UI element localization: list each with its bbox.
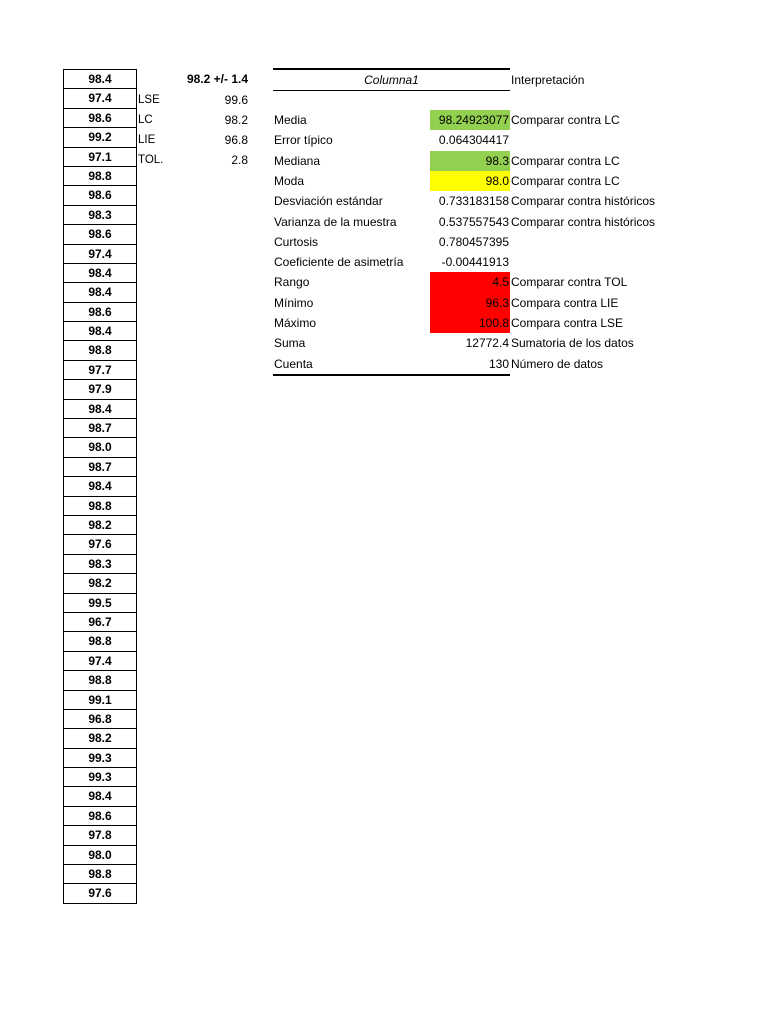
data-cell[interactable]: 97.6 — [63, 534, 137, 554]
stat-value[interactable]: 130 — [488, 356, 509, 371]
data-cell[interactable]: 98.4 — [63, 69, 137, 89]
stat-value[interactable]: 0.537557543 — [438, 214, 509, 229]
data-cell[interactable]: 98.2 — [63, 728, 137, 748]
stats-bottom-border — [273, 374, 510, 376]
stat-name: Desviación estándar — [274, 194, 383, 209]
data-cell[interactable]: 98.0 — [63, 437, 137, 457]
data-column — [63, 69, 137, 904]
data-cell[interactable]: 98.8 — [63, 496, 137, 516]
stat-value[interactable]: 0.733183158 — [438, 194, 509, 209]
spec-label-lse: LSE — [138, 94, 160, 106]
data-cell[interactable]: 98.7 — [63, 457, 137, 477]
data-cell[interactable]: 97.7 — [63, 360, 137, 380]
data-cell[interactable]: 98.6 — [63, 806, 137, 826]
stat-interpretation: Compara contra LIE — [511, 295, 619, 310]
stat-value[interactable]: 12772.4 — [465, 336, 509, 351]
data-cell[interactable]: 96.8 — [63, 709, 137, 729]
stat-value[interactable]: 96.3 — [430, 293, 510, 313]
spec-value-lse: 99.6 — [224, 93, 248, 107]
stats-row — [273, 354, 510, 374]
spec-value-lc: 98.2 — [224, 113, 248, 127]
stat-name: Curtosis — [274, 234, 319, 249]
stat-interpretation: Comparar contra TOL — [511, 275, 628, 290]
spec-label-lc: LC — [138, 114, 153, 126]
data-cell[interactable]: 98.4 — [63, 321, 137, 341]
data-cell[interactable]: 98.4 — [63, 263, 137, 283]
data-cell[interactable]: 99.3 — [63, 748, 137, 768]
data-cell[interactable]: 98.8 — [63, 166, 137, 186]
stats-row — [273, 130, 510, 150]
stat-name: Rango — [274, 275, 310, 290]
spec-value-tol: 2.8 — [231, 153, 248, 167]
stat-interpretation: Compara contra LSE — [511, 316, 624, 330]
stat-interpretation: Comparar contra LC — [511, 113, 620, 127]
stat-name: Mediana — [274, 153, 321, 168]
data-cell[interactable]: 99.3 — [63, 767, 137, 787]
data-cell[interactable]: 98.3 — [63, 554, 137, 574]
stat-value[interactable]: 100.8 — [430, 313, 510, 333]
stats-row — [273, 293, 510, 313]
data-cell[interactable]: 98.6 — [63, 185, 137, 205]
data-cell[interactable]: 97.8 — [63, 825, 137, 845]
stat-name: Máximo — [274, 316, 317, 330]
data-cell[interactable]: 99.1 — [63, 690, 137, 710]
stats-row — [273, 171, 510, 191]
stat-interpretation: Comparar contra LC — [511, 173, 620, 188]
data-cell[interactable]: 98.2 — [63, 573, 137, 593]
data-cell[interactable]: 99.2 — [63, 127, 137, 147]
stat-name: Varianza de la muestra — [274, 214, 397, 229]
data-cell[interactable]: 98.6 — [63, 224, 137, 244]
data-cell[interactable]: 98.8 — [63, 670, 137, 690]
data-cell[interactable]: 96.7 — [63, 612, 137, 632]
stats-row — [273, 252, 510, 272]
data-cell[interactable]: 98.2 — [63, 515, 137, 535]
stat-value[interactable]: 0.064304417 — [438, 133, 509, 148]
spec-header: 98.2 +/- 1.4 — [186, 72, 248, 86]
stats-row — [273, 333, 510, 353]
data-cell[interactable]: 97.1 — [63, 147, 137, 167]
stats-row — [273, 232, 510, 252]
data-cell[interactable]: 98.3 — [63, 205, 137, 225]
stat-interpretation: Comparar contra LC — [511, 153, 620, 168]
spec-label-tol: TOL. — [138, 154, 164, 166]
data-cell[interactable]: 98.8 — [63, 340, 137, 360]
data-cell[interactable]: 98.4 — [63, 786, 137, 806]
data-cell[interactable]: 98.8 — [63, 864, 137, 884]
stat-interpretation: Comparar contra históricos — [511, 214, 656, 229]
spec-label-lie: LIE — [138, 134, 156, 146]
data-cell[interactable]: 98.0 — [63, 845, 137, 865]
data-cell[interactable]: 97.4 — [63, 651, 137, 671]
stat-value[interactable]: -0.00441913 — [441, 255, 509, 270]
data-cell[interactable]: 98.4 — [63, 399, 137, 419]
stats-row — [273, 212, 510, 232]
stat-name: Error típico — [274, 133, 333, 148]
stat-name: Coeficiente de asimetría — [274, 255, 404, 270]
data-cell[interactable]: 99.5 — [63, 593, 137, 613]
stats-row — [273, 191, 510, 211]
data-cell[interactable]: 97.4 — [63, 244, 137, 264]
stat-interpretation: Comparar contra históricos — [511, 194, 656, 209]
stat-value[interactable]: 98.24923077 — [430, 110, 510, 130]
data-cell[interactable]: 97.9 — [63, 379, 137, 399]
stat-value[interactable]: 4.5 — [430, 272, 510, 292]
data-cell[interactable]: 98.4 — [63, 282, 137, 302]
data-cell[interactable]: 98.6 — [63, 302, 137, 322]
data-cell[interactable]: 98.8 — [63, 631, 137, 651]
stat-interpretation: Número de datos — [511, 356, 604, 371]
stat-name: Media — [274, 113, 307, 127]
stat-value[interactable]: 98.3 — [430, 151, 510, 171]
stats-column-header: Columna1 — [273, 70, 510, 91]
stat-value[interactable]: 0.780457395 — [438, 234, 509, 249]
stats-row — [273, 151, 510, 171]
stat-name: Suma — [274, 336, 306, 351]
data-cell[interactable]: 98.4 — [63, 476, 137, 496]
spec-value-lie: 96.8 — [224, 133, 248, 147]
data-cell[interactable]: 98.6 — [63, 108, 137, 128]
stat-name: Mínimo — [274, 295, 314, 310]
stat-value[interactable]: 98.0 — [430, 171, 510, 191]
stat-name: Moda — [274, 173, 305, 188]
stats-row — [273, 313, 510, 333]
stat-interpretation: Sumatoria de los datos — [511, 336, 634, 351]
data-cell[interactable]: 97.4 — [63, 88, 137, 108]
interpretation-header: Interpretación — [511, 73, 585, 87]
stats-row — [273, 272, 510, 292]
stats-row — [273, 110, 510, 130]
stat-name: Cuenta — [274, 356, 313, 371]
data-cell[interactable]: 98.7 — [63, 418, 137, 438]
data-cell[interactable]: 97.6 — [63, 883, 137, 903]
